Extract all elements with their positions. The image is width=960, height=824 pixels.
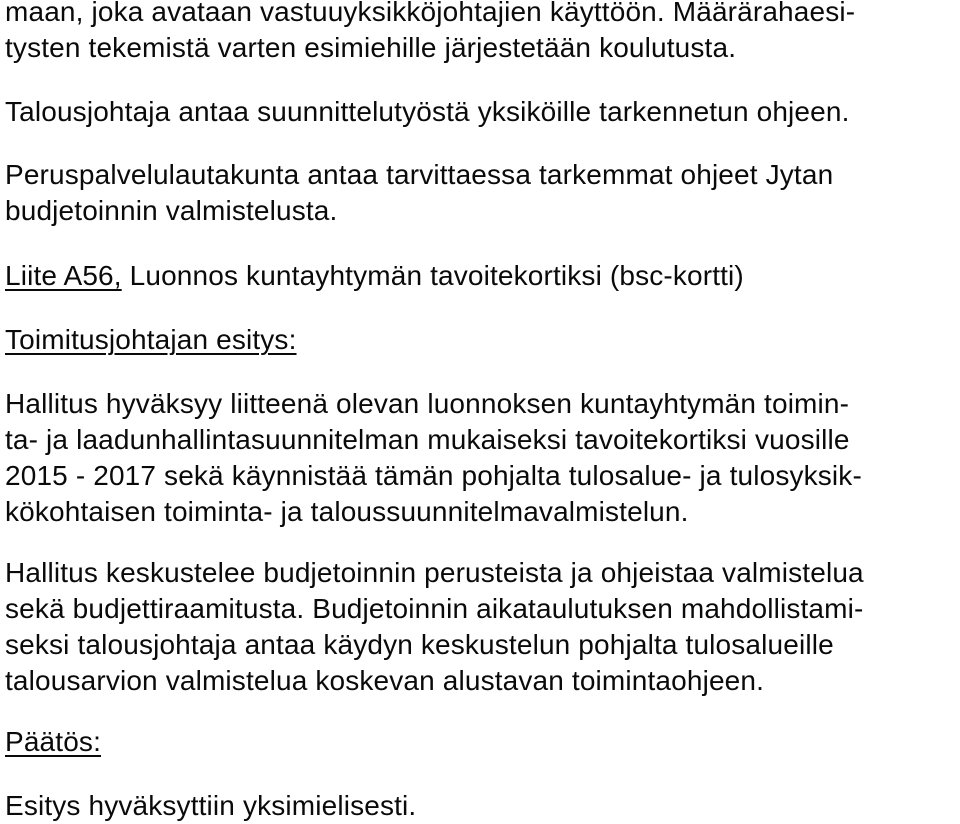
decision-heading: Päätös: <box>5 726 102 757</box>
talousjohtaja-paragraph: Talousjohtaja antaa suunnittelutyöstä yksiköille tarkennetun ohjeen. <box>5 96 850 127</box>
proposal-line-1: Hallitus hyväksyy liitteenä olevan luonnoksen kuntayhtymän toimin- <box>5 388 850 419</box>
discussion-line-3: seksi talousjohtaja antaa käydyn keskustelun pohjalta tulosalueille <box>5 629 834 660</box>
intro-line-2: tysten tekemistä varten esimiehille järjestetään koulutusta. <box>5 32 737 63</box>
intro-line-1: maan, joka avataan vastuuyksikköjohtajien käyttöön. Määrärahaesi- <box>5 0 856 27</box>
discussion-line-4: talousarvion valmistelua koskevan alustavan toimintaohjeen. <box>5 665 765 696</box>
discussion-line-1: Hallitus keskustelee budjetoinnin perusteista ja ohjeistaa valmistelua <box>5 557 864 588</box>
peruspalvelu-line-1: Peruspalvelulautakunta antaa tarvittaessa tarkemmat ohjeet Jytan <box>5 159 834 190</box>
discussion-line-2: sekä budjettiraamitusta. Budjetoinnin aikataulutuksen mahdollistami- <box>5 593 864 624</box>
proposal-line-3: 2015 - 2017 sekä käynnistää tämän pohjalta tulosalue- ja tulosyksik- <box>5 460 862 491</box>
attachment-line <box>5 258 744 294</box>
attachment-title: Luonnos kuntayhtymän tavoitekortiksi (bsc-kortti) <box>121 260 744 291</box>
decision-text: Esitys hyväksyttiin yksimielisesti. <box>5 790 417 821</box>
proposal-line-2: ta- ja laadunhallintasuunnitelman mukaiseksi tavoitekortiksi vuosille <box>5 424 850 455</box>
proposal-line-4: kökohtaisen toiminta- ja taloussuunnitelmavalmistelun. <box>5 496 689 527</box>
proposal-heading: Toimitusjohtajan esitys: <box>5 324 297 355</box>
peruspalvelu-line-2: budjetoinnin valmistelusta. <box>5 195 338 226</box>
attachment-reference: Liite A56, <box>5 260 122 291</box>
